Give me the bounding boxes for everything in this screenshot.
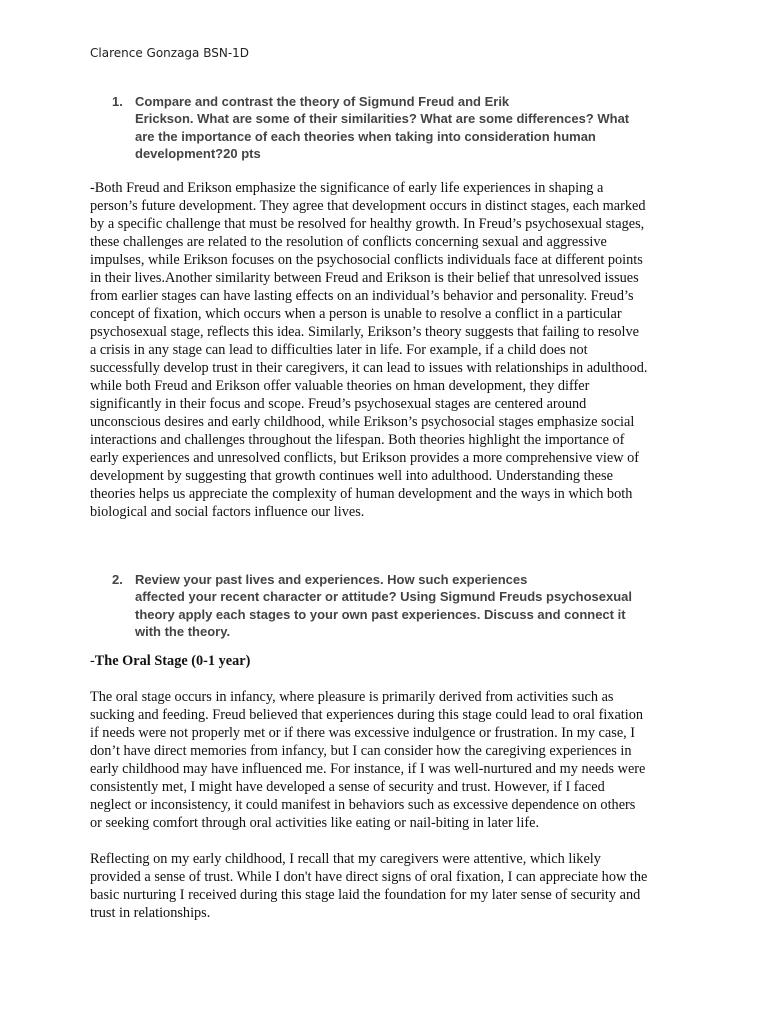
oral-stage-heading [90, 652, 250, 670]
question-2-number: 2. [112, 572, 123, 587]
oral-stage-paragraph-1: The oral stage occurs in infancy, where pleasure is primarily derived from activities such as sucking and feeding. Freud believed that experiences during this stage could lead to oral fixation if needs were not properly met or if there was excessive indulgence or frustration. In my case, I don’t have direct memories from infancy, but I can consider how the caregiving experiences in early childhood may have influenced me. For instance, if I was well-nurtured and my needs were consistently met, I might have developed a sense of security and trust. However, if I faced neglect or inconsistency, it could manifest in behaviors such as excessive dependence on others or seeking comfort through oral activities like eating or nail-biting in later life. [90, 689, 646, 831]
author-header: Clarence Gonzaga BSN-1D [90, 46, 250, 60]
question-2-text: Review your past lives and experiences. How such experiences affected your recent character or attitude? Using Sigmund Freuds psychosexual theory apply each stages to your own past experiences. Discuss and connect it with the theory. [135, 572, 633, 639]
question-1-number: 1. [112, 94, 123, 109]
question-2 [112, 571, 672, 640]
stage-heading-prefix: - [90, 653, 95, 669]
answer-1-paragraph: -Both Freud and Erikson emphasize the significance of early life experiences in shaping a person’s future development. They agree that development occurs in distinct stages, each marked by a specific challenge that must be resolved for healthy growth. In Freud’s psychosexual stages, these challenges are related to the resolution of conflicts concerning sexual and aggressive impulses, while Erikson focuses on the psychosocial conflicts individuals face at different points in their lives.Another similarity between Freud and Erikson is their belief that unresolved issues from earlier stages can have lasting effects on an individual’s behavior and personality. Freud’s concept of fixation, which occurs when a person is unable to resolve a conflict in a particular psychosexual stage, reflects this idea. Similarly, Erikson’s theory suggests that failing to resolve a crisis in any stage can lead to difficulties later in life. For example, if a child does not successfully develop trust in their caregivers, it can lead to issues with relationships in adulthood. while both Freud and Erikson offer valuable theories on hman development, they differ significantly in their focus and scope. Freud’s psychosexual stages are centered around unconscious desires and early childhood, while Erikson’s psychosocial stages emphasize social interactions and challenges throughout the lifespan. Both theories highlight the importance of early experiences and unresolved conflicts, but Erikson provides a more comprehensive view of development by suggesting that growth continues well into adulthood. Understanding these theories helps us appreciate the complexity of human development and the ways in which both biological and social factors influence our lives. [90, 180, 648, 520]
stage-heading-title: The Oral Stage (0-1 year) [94, 653, 251, 669]
oral-stage-paragraph-2: Reflecting on my early childhood, I recall that my caregivers were attentive, which likely provided a sense of trust. While I don't have direct signs of oral fixation, I can appreciate how the basic nurturing I received during this stage laid the foundation for my later sense of security and trust in relationships. [90, 851, 648, 921]
question-1 [112, 93, 672, 162]
question-1-text: Compare and contrast the theory of Sigmund Freud and Erik Erickson. What are some of their similarities? What are some differences? What are the importance of each theories when taking into consideration human development?20 pts [135, 94, 630, 161]
